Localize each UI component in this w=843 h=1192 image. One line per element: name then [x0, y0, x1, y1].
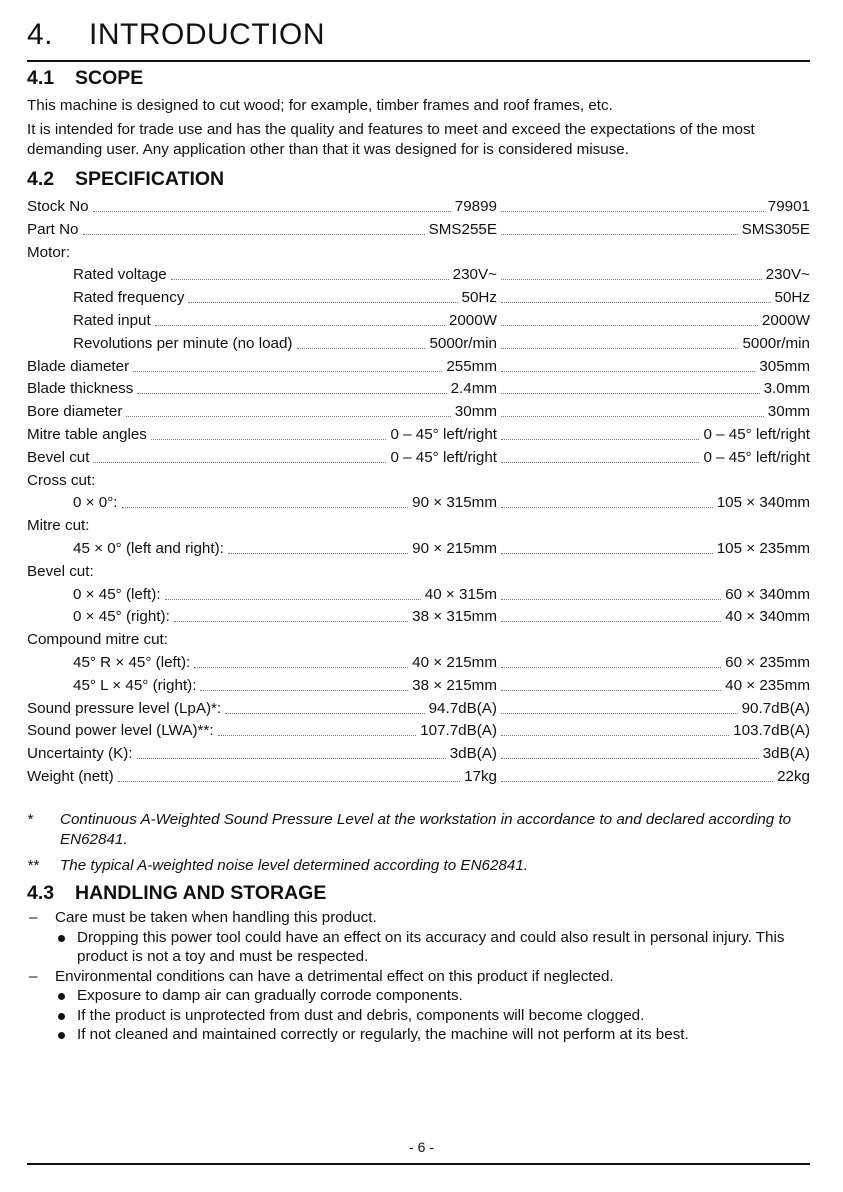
spec-label: Blade thickness: [27, 380, 134, 398]
dot-leader: [501, 690, 721, 691]
spec-value-model-1: 90 × 315mm: [412, 494, 497, 512]
spec-label: 45° L × 45° (right):: [73, 676, 197, 694]
spec-value-model-1: 30mm: [454, 403, 497, 421]
dot-leader: [501, 462, 699, 463]
spec-row: [27, 698, 810, 721]
spec-row: [27, 264, 810, 287]
specification-table: [27, 196, 810, 789]
spec-value-model-1: 2000W: [448, 311, 497, 329]
spec-row: [27, 242, 810, 265]
footnote-text: Continuous A-Weighted Sound Pressure Level at the workstation in accordance to and declared according to EN62841.: [60, 811, 792, 848]
spec-row: [27, 470, 810, 493]
dot-leader: [501, 439, 699, 440]
header-rule: [27, 60, 810, 62]
spec-row: [27, 561, 810, 584]
chapter-title: INTRODUCTION: [89, 18, 325, 51]
bullet-item: [27, 1025, 817, 1045]
spec-label: Revolutions per minute (no load): [73, 334, 293, 352]
spec-label: Sound power level (LWA)**:: [27, 722, 214, 740]
spec-row: [27, 219, 810, 242]
spec-label: Bevel cut: [27, 448, 90, 466]
spec-label: 0 × 45° (left):: [73, 585, 161, 603]
spec-row: [27, 515, 810, 538]
spec-value-model-2: 5000r/min: [742, 334, 810, 352]
dot-leader: [501, 667, 721, 668]
dot-leader: [122, 507, 408, 508]
dot-leader: [501, 758, 759, 759]
spec-row: [27, 401, 810, 424]
dot-leader: [155, 325, 445, 326]
spec-label: Rated frequency: [73, 289, 185, 307]
spec-label: Blade diameter: [27, 357, 130, 375]
dot-leader: [501, 621, 721, 622]
bullet-text: If not cleaned and maintained correctly or regularly, the machine will not perform at its best.: [77, 1026, 689, 1043]
spec-row: [27, 424, 810, 447]
spec-label: Compound mitre cut:: [27, 631, 168, 649]
spec-row: [27, 584, 810, 607]
spec-value-model-2: SMS305E: [741, 220, 810, 238]
spec-row: [27, 447, 810, 470]
chapter-heading: [27, 18, 325, 52]
spec-value-model-2: 0 – 45° left/right: [703, 425, 810, 443]
spec-value-model-2: 2000W: [761, 311, 810, 329]
spec-row: [27, 766, 810, 789]
dot-leader: [174, 621, 408, 622]
spec-row: [27, 356, 810, 379]
dot-leader: [501, 507, 713, 508]
spec-label: Mitre table angles: [27, 425, 147, 443]
bullet-icon: [58, 993, 65, 1000]
chapter-number: 4.: [27, 18, 54, 51]
bullet-icon: [58, 1013, 65, 1020]
spec-row: [27, 652, 810, 675]
spec-label: Motor:: [27, 243, 71, 261]
spec-value-model-1: SMS255E: [428, 220, 497, 238]
page-number: - 6 -: [409, 1139, 434, 1155]
spec-row: [27, 333, 810, 356]
dot-leader: [501, 713, 738, 714]
scope-number: 4.1: [27, 67, 55, 89]
dot-leader: [501, 599, 721, 600]
dot-leader: [200, 690, 408, 691]
list-item-text: Environmental conditions can have a detrimental effect on this product if neglected.: [55, 967, 614, 985]
spec-value-model-2: 105 × 235mm: [716, 539, 810, 557]
spec-value-model-1: 107.7dB(A): [420, 722, 497, 740]
dot-leader: [501, 302, 771, 303]
spec-label: 0 × 0°:: [73, 494, 118, 512]
dot-leader: [501, 211, 764, 212]
dot-leader: [225, 713, 425, 714]
dot-leader: [501, 234, 738, 235]
spec-value-model-1: 3dB(A): [449, 745, 497, 763]
handling-title: HANDLING AND STORAGE: [75, 882, 327, 904]
spec-value-model-2: 90.7dB(A): [741, 699, 810, 717]
dot-leader: [228, 553, 408, 554]
spec-row: [27, 310, 810, 333]
spec-value-model-1: 38 × 215mm: [412, 676, 497, 694]
spec-value-model-2: 60 × 235mm: [725, 653, 810, 671]
spec-value-model-1: 0 – 45° left/right: [390, 425, 497, 443]
footnote-text: The typical A-weighted noise level determined according to EN62841.: [60, 857, 528, 874]
scope-paragraph-1: This machine is designed to cut wood; for example, timber frames and roof frames, etc.: [27, 97, 613, 114]
dot-leader: [93, 211, 451, 212]
spec-value-model-1: 90 × 215mm: [412, 539, 497, 557]
list-item: [27, 967, 817, 987]
spec-value-model-2: 0 – 45° left/right: [703, 448, 810, 466]
dot-leader: [501, 781, 773, 782]
spec-value-model-2: 79901: [767, 198, 810, 215]
spec-row: [27, 538, 810, 561]
spec-label: Part No: [27, 220, 79, 238]
spec-value-model-1: 50Hz: [461, 289, 497, 307]
bullet-item: [27, 1006, 817, 1026]
spec-value-model-1: 17kg: [464, 767, 497, 785]
specification-number: 4.2: [27, 168, 55, 190]
dot-leader: [501, 553, 713, 554]
dot-leader: [93, 462, 386, 463]
footnote-mark: **: [27, 857, 39, 874]
dot-leader: [501, 325, 758, 326]
bullet-text: If the product is unprotected from dust and debris, components will become clogged.: [77, 1006, 645, 1024]
scope-heading: [27, 67, 143, 90]
bullet-item: [27, 986, 817, 1006]
spec-value-model-2: 60 × 340mm: [725, 585, 810, 603]
spec-value-model-2: 22kg: [777, 767, 810, 785]
spec-value-model-2: 30mm: [767, 403, 810, 421]
dot-leader: [194, 667, 408, 668]
spec-value-model-1: 40 × 215mm: [412, 653, 497, 671]
list-item: [27, 908, 817, 928]
bullet-text: Dropping this power tool could have an effect on its accuracy and could also result in personal injury. This product is not a toy and must be respected.: [77, 928, 785, 965]
spec-value-model-2: 40 × 340mm: [725, 608, 810, 626]
footnote: [27, 810, 817, 849]
spec-label: Bore diameter: [27, 403, 123, 421]
spec-label: 0 × 45° (right):: [73, 608, 170, 626]
spec-value-model-1: 94.7dB(A): [428, 699, 497, 717]
footnotes: [27, 810, 817, 883]
spec-value-model-2: 103.7dB(A): [733, 722, 810, 740]
spec-row: [27, 743, 810, 766]
scope-title: SCOPE: [75, 67, 144, 89]
spec-value-model-2: 40 × 235mm: [725, 676, 810, 694]
spec-row: [27, 287, 810, 310]
dot-leader: [501, 393, 760, 394]
dash-marker: –: [29, 909, 38, 926]
dot-leader: [218, 735, 416, 736]
dot-leader: [137, 758, 446, 759]
handling-heading: [27, 882, 326, 905]
footnote: [27, 856, 817, 876]
dot-leader: [118, 781, 460, 782]
spec-row: [27, 378, 810, 401]
dot-leader: [151, 439, 386, 440]
bullet-icon: [58, 935, 65, 942]
spec-value-model-2: 230V~: [765, 266, 810, 284]
dot-leader: [83, 234, 425, 235]
spec-label: Cross cut:: [27, 471, 96, 489]
spec-value-model-2: 305mm: [759, 357, 810, 375]
dot-leader: [297, 348, 425, 349]
spec-value-model-1: 38 × 315mm: [412, 608, 497, 626]
spec-label: Rated input: [73, 311, 151, 329]
spec-row: [27, 720, 810, 743]
spec-label: Stock No: [27, 198, 89, 215]
spec-value-model-1: 79899: [454, 198, 497, 215]
spec-value-model-1: 230V~: [452, 266, 497, 284]
dot-leader: [501, 371, 755, 372]
dot-leader: [171, 279, 449, 280]
bullet-item: [27, 928, 817, 967]
dot-leader: [501, 735, 729, 736]
spec-value-model-1: 255mm: [446, 357, 497, 375]
spec-value-model-1: 5000r/min: [429, 334, 497, 352]
dot-leader: [501, 416, 764, 417]
spec-row: [27, 675, 810, 698]
handling-list: [27, 908, 817, 1045]
footer-rule: [27, 1163, 810, 1165]
spec-value-model-2: 3.0mm: [763, 380, 810, 398]
spec-row: [27, 606, 810, 629]
spec-value-model-1: 2.4mm: [450, 380, 497, 398]
dot-leader: [133, 371, 442, 372]
specification-title: SPECIFICATION: [75, 168, 225, 190]
spec-label: Sound pressure level (LpA)*:: [27, 699, 222, 717]
spec-row: [27, 196, 810, 219]
dot-leader: [137, 393, 447, 394]
spec-value-model-2: 3dB(A): [762, 745, 810, 763]
spec-label: Uncertainty (K):: [27, 745, 133, 763]
spec-label: Mitre cut:: [27, 517, 90, 535]
dot-leader: [126, 416, 451, 417]
dot-leader: [501, 279, 762, 280]
scope-paragraph-2: It is intended for trade use and has the quality and features to meet and exceed the expectations of the most demanding user. Any application other than that it was designed for is considered misuse.: [27, 121, 755, 158]
specification-heading: [27, 168, 224, 191]
spec-row: [27, 629, 810, 652]
spec-label: Rated voltage: [73, 266, 167, 284]
spec-label: Weight (nett): [27, 767, 114, 785]
list-item-text: Care must be taken when handling this product.: [55, 909, 377, 926]
spec-label: 45 × 0° (left and right):: [73, 539, 224, 557]
spec-label: 45° R × 45° (left):: [73, 653, 191, 671]
spec-value-model-1: 0 – 45° left/right: [390, 448, 497, 466]
dot-leader: [165, 599, 421, 600]
dash-marker: –: [29, 967, 38, 985]
handling-number: 4.3: [27, 882, 55, 904]
spec-value-model-1: 40 × 315m: [424, 585, 497, 603]
bullet-text: Exposure to damp air can gradually corrode components.: [77, 987, 463, 1004]
dot-leader: [501, 348, 738, 349]
spec-value-model-2: 105 × 340mm: [716, 494, 810, 512]
footnote-mark: *: [27, 811, 33, 828]
bullet-icon: [58, 1032, 65, 1039]
spec-label: Bevel cut:: [27, 562, 94, 580]
spec-row: [27, 492, 810, 515]
dot-leader: [188, 302, 458, 303]
spec-value-model-2: 50Hz: [774, 289, 810, 307]
